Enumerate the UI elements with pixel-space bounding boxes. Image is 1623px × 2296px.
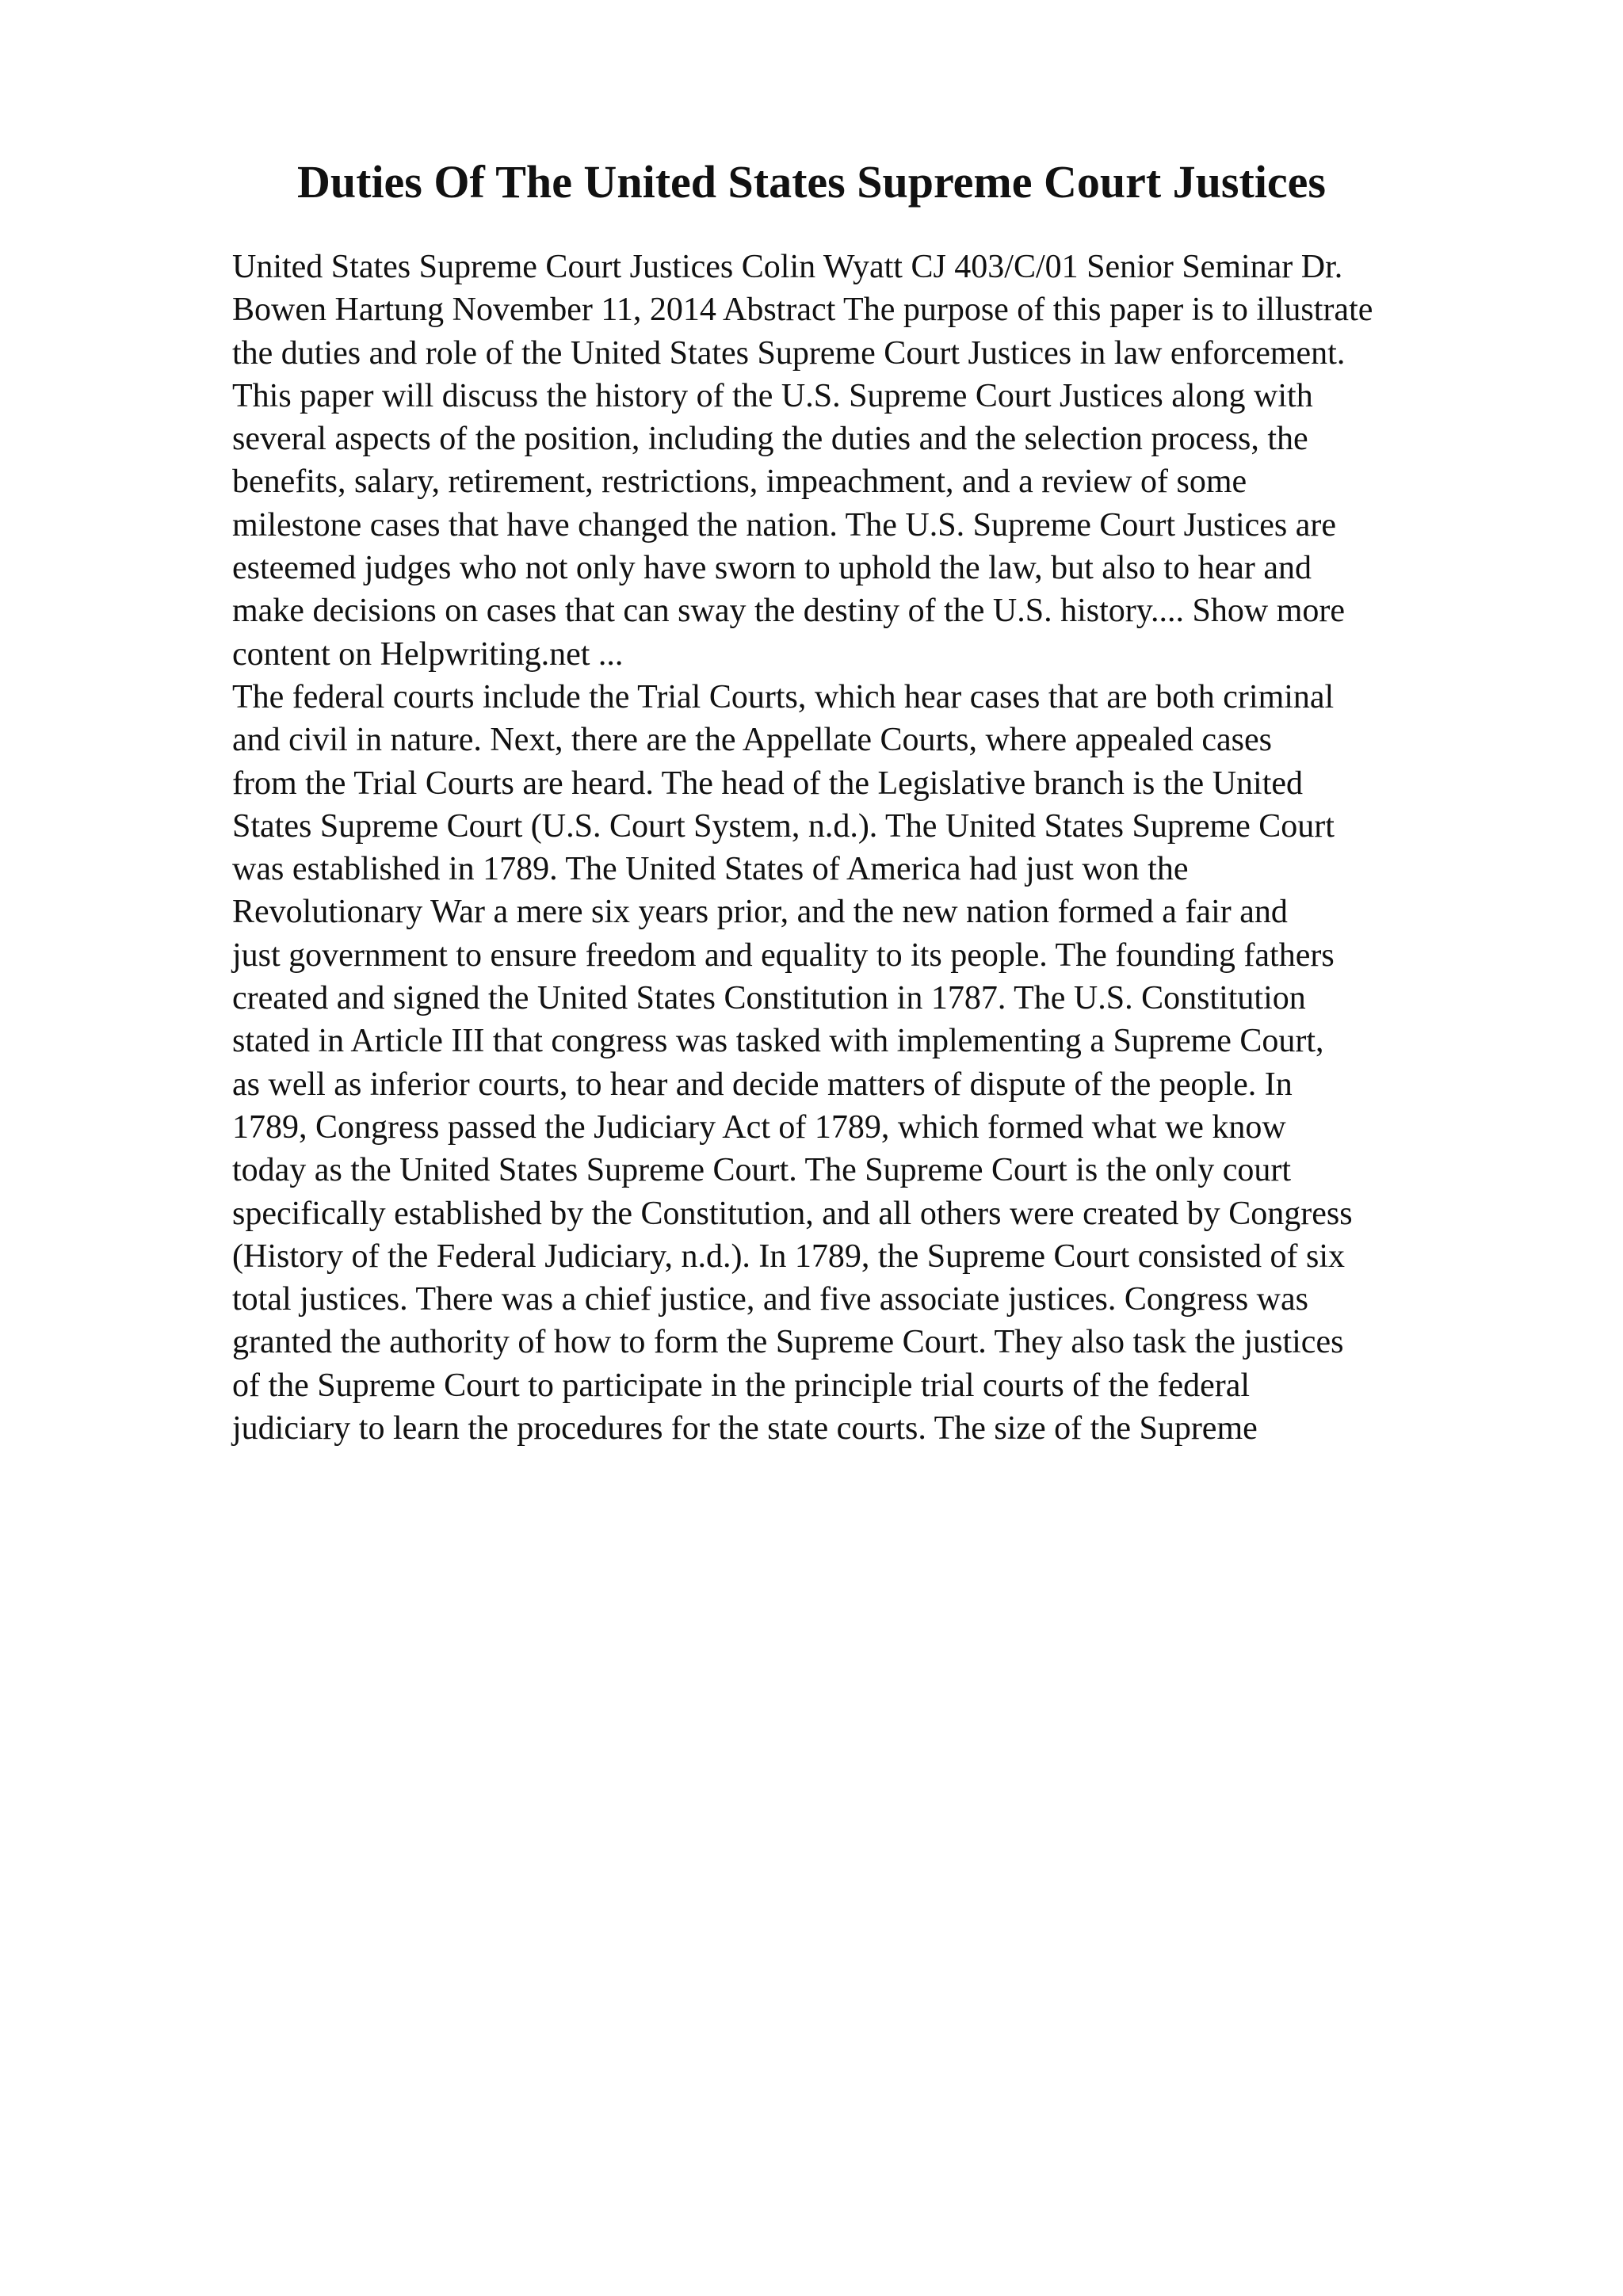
document-title: Duties Of The United States Supreme Court Justices (296, 156, 1326, 208)
text-line: stated in Article III that congress was tasked with implementing a Supreme Court, (232, 1023, 1324, 1060)
text-line: created and signed the United States Constitution in 1787. The U.S. Constitution (232, 980, 1306, 1017)
text-line: The federal courts include the Trial Courts, which hear cases that are both criminal (232, 678, 1335, 715)
text-line: milestone cases that have changed the nation. The U.S. Supreme Court Justices are (232, 506, 1337, 543)
text-line: (History of the Federal Judiciary, n.d.). In 1789, the Supreme Court consisted of six (232, 1238, 1346, 1275)
text-line: just government to ensure freedom and equality to its people. The founding fathers (232, 936, 1335, 974)
text-line: States Supreme Court (U.S. Court System, n.d.). The United States Supreme Court (232, 807, 1335, 845)
text-line: as well as inferior courts, to hear and decide matters of dispute of the people. In (232, 1066, 1293, 1103)
text-line: content on Helpwriting.net ... (232, 635, 624, 673)
paragraph-abstract (232, 246, 1516, 676)
text-line: of the Supreme Court to participate in the principle trial courts of the federal (232, 1367, 1251, 1404)
text-line: Bowen Hartung November 11, 2014 Abstract The purpose of this paper is to illustrate (232, 292, 1373, 329)
text-line: today as the United States Supreme Court. The Supreme Court is the only court (232, 1152, 1292, 1189)
text-line: several aspects of the position, including the duties and the selection process, the (232, 421, 1308, 458)
text-line: was established in 1789. The United States of America had just won the (232, 851, 1189, 888)
document-body (232, 246, 1516, 1450)
text-line: and civil in nature. Next, there are the Appellate Courts, where appealed cases (232, 722, 1272, 759)
text-line: granted the authority of how to form the Supreme Court. They also task the justices (232, 1324, 1344, 1361)
text-line: 1789, Congress passed the Judiciary Act of 1789, which formed what we know (232, 1108, 1286, 1146)
text-line: This paper will discuss the history of the U.S. Supreme Court Justices along with (232, 377, 1313, 414)
paragraph-federal-courts (232, 676, 1516, 1450)
text-line: make decisions on cases that can sway the destiny of the U.S. history.... Show more (232, 593, 1346, 630)
text-line: total justices. There was a chief justice, and five associate justices. Congress was (232, 1281, 1308, 1318)
text-line: judiciary to learn the procedures for the state courts. The size of the Supreme (232, 1410, 1258, 1447)
text-line: benefits, salary, retirement, restrictions, impeachment, and a review of some (232, 463, 1247, 501)
text-line: specifically established by the Constitution, and all others were created by Congress (232, 1195, 1353, 1232)
text-line: from the Trial Courts are heard. The head of the Legislative branch is the United (232, 765, 1304, 802)
text-line: Revolutionary War a mere six years prior, and the new nation formed a fair and (232, 894, 1288, 931)
text-line: United States Supreme Court Justices Colin Wyatt CJ 403/C/01 Senior Seminar Dr. (232, 249, 1343, 285)
text-line: esteemed judges who not only have sworn to uphold the law, but also to hear and (232, 550, 1312, 587)
text-line: the duties and role of the United States Supreme Court Justices in law enforcement. (232, 334, 1346, 372)
